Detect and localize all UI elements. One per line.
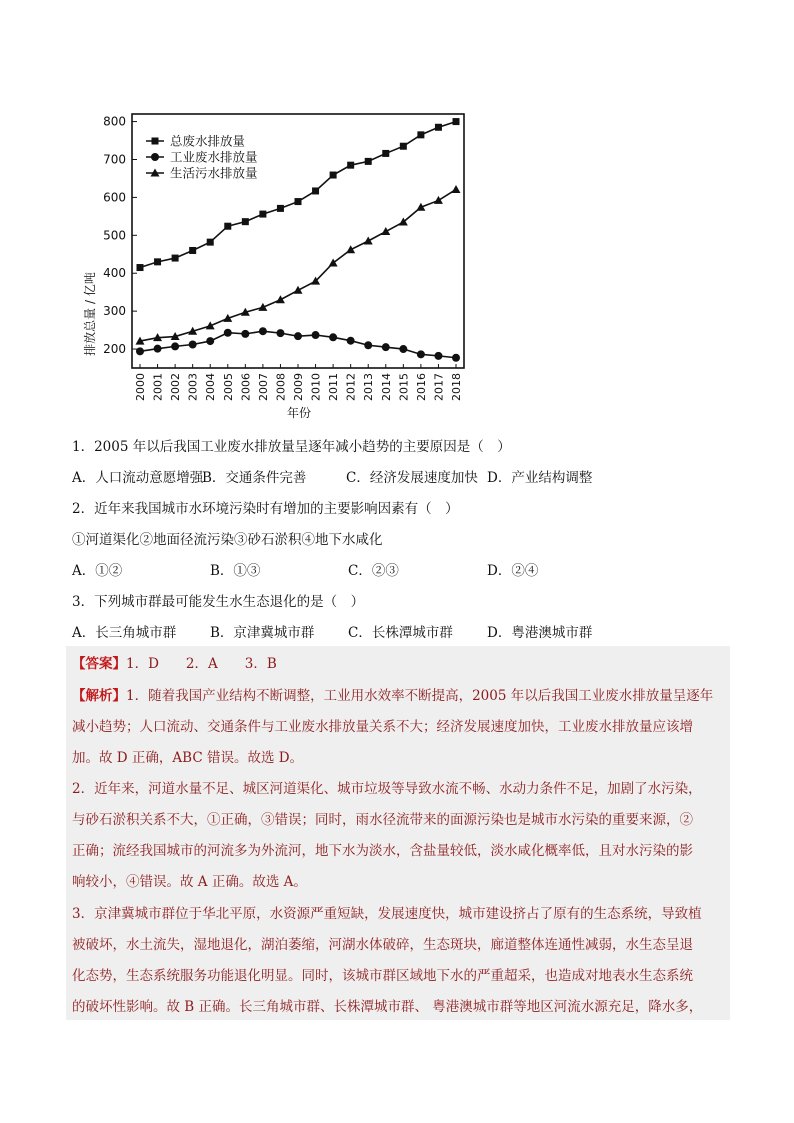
- x-tick-label: 2018: [450, 373, 463, 401]
- y-tick-label: 600: [103, 190, 126, 205]
- analysis-line-11: 的破坏性影响。故 B 正确。长三角城市群、长株潭城市群、 粤港澳城市群等地区河流水源充足，降水多，: [72, 999, 703, 1015]
- q2-option-b: B．①③: [210, 563, 261, 579]
- x-tick-label: 2012: [344, 373, 358, 401]
- x-tick-label: 2011: [327, 373, 341, 401]
- x-tick-label: 2000: [134, 373, 147, 401]
- data-point-1: [189, 247, 196, 254]
- data-point-2: [206, 337, 214, 345]
- q1-option-d: D．产业结构调整: [487, 470, 593, 486]
- x-tick-label: 2010: [309, 373, 323, 401]
- analysis-line-9: 被破坏，水土流失，湿地退化，湖泊萎缩，河湖水体破碎，生态斑块，廊道整体连通性减弱，水生态呈退: [72, 937, 693, 953]
- y-tick-label: 500: [103, 228, 126, 243]
- data-point-1: [382, 150, 389, 157]
- y-tick-label: 400: [103, 266, 126, 281]
- data-point-1: [365, 158, 372, 165]
- legend-label: 生活污水排放量: [170, 165, 258, 181]
- analysis-text-1: 1．随着我国产业结构不断调整，工业用水效率不断提高，2005 年以后我国工业废水排放量呈逐年: [126, 688, 714, 704]
- y-tick-label: 800: [103, 114, 126, 129]
- x-axis-label: 年份: [286, 406, 312, 420]
- x-tick-label: 2008: [274, 373, 288, 401]
- data-point-2: [452, 354, 460, 362]
- q3-option-b: B．京津冀城市群: [210, 625, 315, 641]
- q3-option-a: A．长三角城市群: [72, 625, 177, 641]
- question-3-stem: 3．下列城市群最可能发生水生态退化的是（ ）: [72, 594, 365, 610]
- data-point-2: [312, 331, 320, 339]
- data-point-2: [417, 350, 425, 358]
- q3-option-d: D．粤港澳城市群: [487, 625, 593, 641]
- legend-marker: [152, 138, 159, 145]
- x-tick-label: 2001: [151, 373, 165, 401]
- data-point-1: [224, 223, 231, 230]
- analysis-line-8: 3．京津冀城市群位于华北平原，水资源严重短缺，发展速度快，城市建设挤占了原有的生态系统，导致植: [72, 906, 702, 922]
- data-point-3: [381, 227, 390, 235]
- analysis-line-2: 减小趋势；人口流动、交通条件与工业废水排放量关系不大；经济发展速度加快，工业废水排放量应该增: [72, 719, 693, 735]
- data-point-1: [400, 143, 407, 150]
- x-tick-label: 2016: [414, 373, 428, 401]
- data-point-1: [207, 239, 214, 246]
- data-point-2: [189, 340, 197, 348]
- data-point-2: [329, 333, 337, 341]
- legend-marker: [151, 153, 159, 161]
- data-point-1: [417, 131, 424, 138]
- data-point-1: [312, 187, 319, 194]
- analysis-line-3: 加。故 D 正确，ABC 错误。故选 D。: [72, 750, 304, 766]
- answer-tag: 【答案】: [72, 656, 126, 672]
- data-point-1: [330, 172, 337, 179]
- q1-option-a: A．人口流动意愿增强: [72, 470, 204, 486]
- analysis-line-10: 化态势，生态系统服务功能退化明显。同时，该城市群区域地下水的严重超采，也造成对地表水生态系统: [72, 968, 693, 984]
- answer-line: [72, 654, 277, 674]
- series-line-3: [140, 189, 456, 341]
- data-point-2: [224, 329, 232, 337]
- data-point-3: [434, 196, 443, 204]
- x-tick-label: 2004: [204, 373, 218, 401]
- data-point-1: [453, 118, 460, 125]
- data-point-2: [171, 342, 179, 350]
- data-point-2: [294, 332, 302, 340]
- q2-option-a: A．①②: [72, 563, 123, 579]
- data-point-1: [277, 205, 284, 212]
- data-point-3: [364, 237, 373, 245]
- x-tick-label: 2003: [186, 373, 200, 401]
- analysis-line-7: 响较小，④错误。故 A 正确。故选 A。: [72, 874, 307, 890]
- data-point-3: [346, 245, 355, 253]
- data-point-2: [154, 345, 162, 353]
- question-2-stem: 2．近年来我国城市水环境污染时有增加的主要影响因素有（ ）: [72, 501, 459, 517]
- legend-label: 工业废水排放量: [170, 149, 258, 165]
- data-point-2: [399, 345, 407, 353]
- data-point-2: [276, 329, 284, 337]
- answer-text: 1．D 2．A 3．B: [126, 656, 277, 672]
- data-point-2: [241, 330, 249, 338]
- data-point-2: [434, 352, 442, 360]
- data-point-1: [259, 211, 266, 218]
- q1-option-c: C．经济发展速度加快: [346, 470, 478, 486]
- data-point-2: [136, 347, 144, 355]
- analysis-line-4: 2．近年来，河道水量不足、城区河道渠化、城市垃圾等导致水流不畅、水动力条件不足，加剧了水污染，: [72, 781, 702, 797]
- y-tick-label: 700: [103, 152, 126, 167]
- q2-option-c: C．②③: [348, 563, 399, 579]
- data-point-2: [382, 343, 390, 351]
- question-1-stem: 1．2005 年以后我国工业废水排放量呈逐年减小趋势的主要原因是（ ）: [72, 439, 511, 455]
- data-point-1: [154, 258, 161, 265]
- x-tick-label: 2006: [239, 373, 253, 401]
- analysis-line-6: 正确；流经我国城市的河流多为外流河，地下水为淡水，含盐量较低，淡水咸化概率低，且对水污染的影: [72, 843, 693, 859]
- analysis-line-1: [72, 686, 713, 706]
- q2-option-d: D．②④: [487, 563, 539, 579]
- x-tick-label: 2002: [169, 373, 183, 401]
- wastewater-line-chart: [82, 106, 472, 426]
- x-tick-label: 2014: [379, 373, 393, 401]
- x-tick-label: 2013: [362, 373, 376, 401]
- data-point-1: [295, 198, 302, 205]
- data-point-2: [259, 327, 267, 335]
- analysis-tag: 【解析】: [72, 688, 126, 704]
- question-2-items: ①河道渠化②地面径流污染③砂石淤积④地下水咸化: [72, 532, 383, 548]
- x-tick-label: 2007: [256, 373, 270, 401]
- legend-label: 总废水排放量: [170, 133, 246, 149]
- chart-legend: [146, 134, 258, 181]
- data-point-2: [347, 337, 355, 345]
- data-point-1: [347, 162, 354, 169]
- x-tick-label: 2017: [432, 373, 446, 401]
- data-point-1: [435, 124, 442, 131]
- y-tick-label: 200: [103, 342, 126, 357]
- data-point-3: [452, 185, 461, 193]
- data-point-3: [294, 286, 303, 294]
- data-point-3: [276, 295, 285, 303]
- analysis-line-5: 与砂石淤积关系不大，①正确，③错误；同时，雨水径流带来的面源污染也是城市水污染的重要来源，②: [72, 812, 693, 828]
- q1-option-b: B．交通条件完善: [202, 470, 307, 486]
- q3-option-c: C．长株潭城市群: [348, 625, 453, 641]
- data-point-1: [242, 218, 249, 225]
- x-tick-label: 2015: [397, 373, 411, 401]
- data-point-2: [364, 341, 372, 349]
- y-axis-label: 排放总量 / 亿吨: [83, 272, 97, 356]
- y-tick-label: 300: [103, 304, 126, 319]
- data-point-1: [137, 264, 144, 271]
- data-point-1: [172, 255, 179, 262]
- x-tick-label: 2005: [221, 373, 235, 401]
- x-tick-label: 2009: [292, 373, 305, 401]
